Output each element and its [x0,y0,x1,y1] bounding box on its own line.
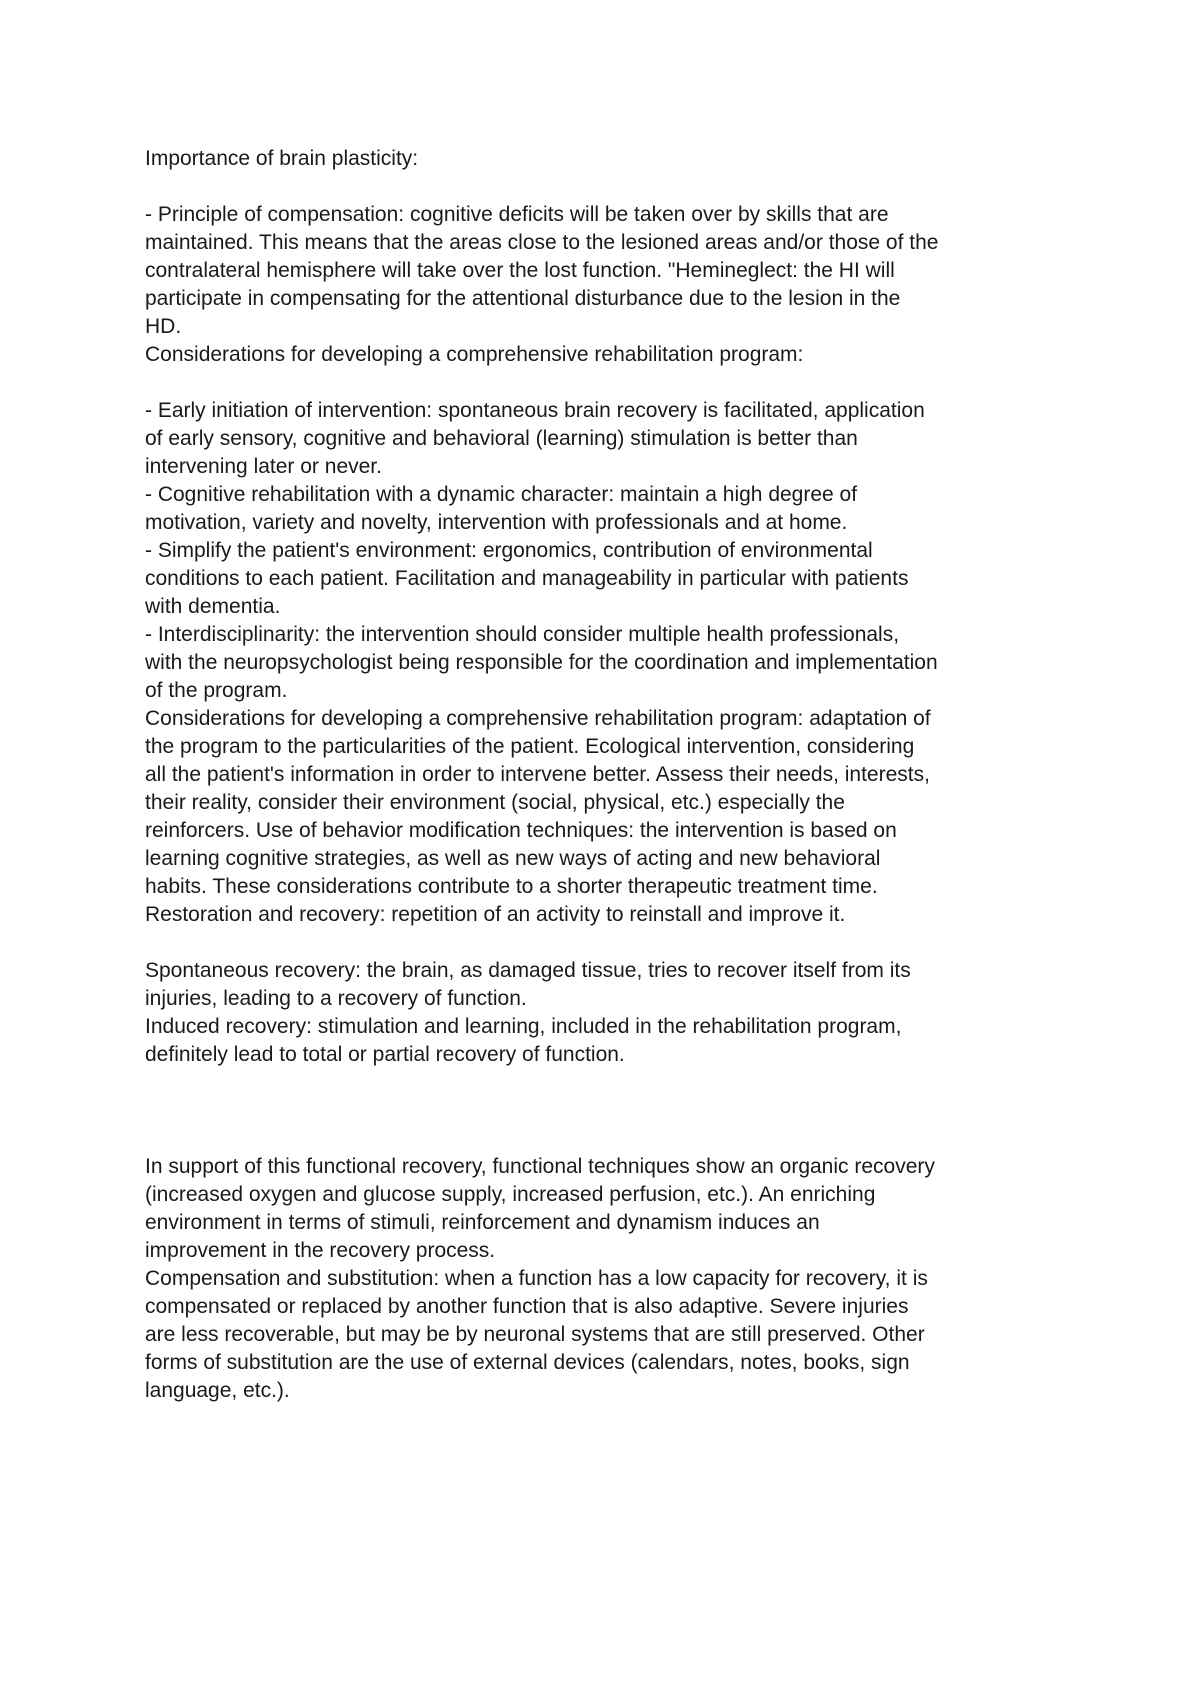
text-line: participate in compensating for the attentional disturbance due to the lesion in the [145,287,901,310]
text-line: reinforcers. Use of behavior modification techniques: the intervention is based on [145,819,897,842]
text-line: Induced recovery: stimulation and learning, included in the rehabilitation program, [145,1015,902,1038]
text-line: improvement in the recovery process. [145,1239,496,1262]
text-line: the program to the particularities of the patient. Ecological intervention, considering [145,735,915,758]
text-line: forms of substitution are the use of external devices (calendars, notes, books, sign [145,1351,910,1374]
text-line: injuries, leading to a recovery of function. [145,987,527,1010]
text-line: Restoration and recovery: repetition of an activity to reinstall and improve it. [145,903,846,926]
blank-line [145,369,1075,397]
blank-line [145,173,1075,201]
text-line: of the program. [145,679,288,702]
text-line: intervening later or never. [145,455,382,478]
text-line: with dementia. [145,595,281,618]
text-line: Considerations for developing a comprehensive rehabilitation program: adaptation of [145,707,931,730]
text-line: all the patient's information in order to intervene better. Assess their needs, interests, [145,763,930,786]
text-line: compensated or replaced by another function that is also adaptive. Severe injuries [145,1295,909,1318]
document-body [145,145,1075,1405]
section-gap [145,1069,1075,1153]
text-line: Considerations for developing a comprehensive rehabilitation program: [145,343,804,366]
text-line: - Principle of compensation: cognitive deficits will be taken over by skills that are [145,203,889,226]
text-line: - Simplify the patient's environment: ergonomics, contribution of environmental [145,539,873,562]
text-line: of early sensory, cognitive and behavioral (learning) stimulation is better than [145,427,858,450]
text-line: maintained. This means that the areas close to the lesioned areas and/or those of the [145,231,939,254]
text-line: conditions to each patient. Facilitation and manageability in particular with patients [145,567,909,590]
text-line: HD. [145,315,182,338]
text-line: environment in terms of stimuli, reinforcement and dynamism induces an [145,1211,820,1234]
text-line: definitely lead to total or partial recovery of function. [145,1043,625,1066]
text-line: - Interdisciplinarity: the intervention should consider multiple health professionals, [145,623,900,646]
text-line: Compensation and substitution: when a function has a low capacity for recovery, it is [145,1267,928,1290]
text-line: (increased oxygen and glucose supply, increased perfusion, etc.). An enriching [145,1183,876,1206]
text-line: - Cognitive rehabilitation with a dynamic character: maintain a high degree of [145,483,858,506]
text-line: learning cognitive strategies, as well as new ways of acting and new behavioral [145,847,881,870]
text-line: Spontaneous recovery: the brain, as damaged tissue, tries to recover itself from its [145,959,911,982]
text-line: - Early initiation of intervention: spontaneous brain recovery is facilitated, application [145,399,925,422]
text-line: their reality, consider their environment (social, physical, etc.) especially the [145,791,845,814]
text-line: In support of this functional recovery, functional techniques show an organic recovery [145,1155,935,1178]
text-line: with the neuropsychologist being responsible for the coordination and implementation [145,651,938,674]
document-heading: Importance of brain plasticity: [145,147,419,170]
text-line: are less recoverable, but may be by neuronal systems that are still preserved. Other [145,1323,925,1346]
blank-line [145,929,1075,957]
text-line: motivation, variety and novelty, intervention with professionals and at home. [145,511,848,534]
text-line: language, etc.). [145,1379,290,1402]
text-line: habits. These considerations contribute to a shorter therapeutic treatment time. [145,875,878,898]
text-line: contralateral hemisphere will take over the lost function. "Hemineglect: the HI will [145,259,895,282]
